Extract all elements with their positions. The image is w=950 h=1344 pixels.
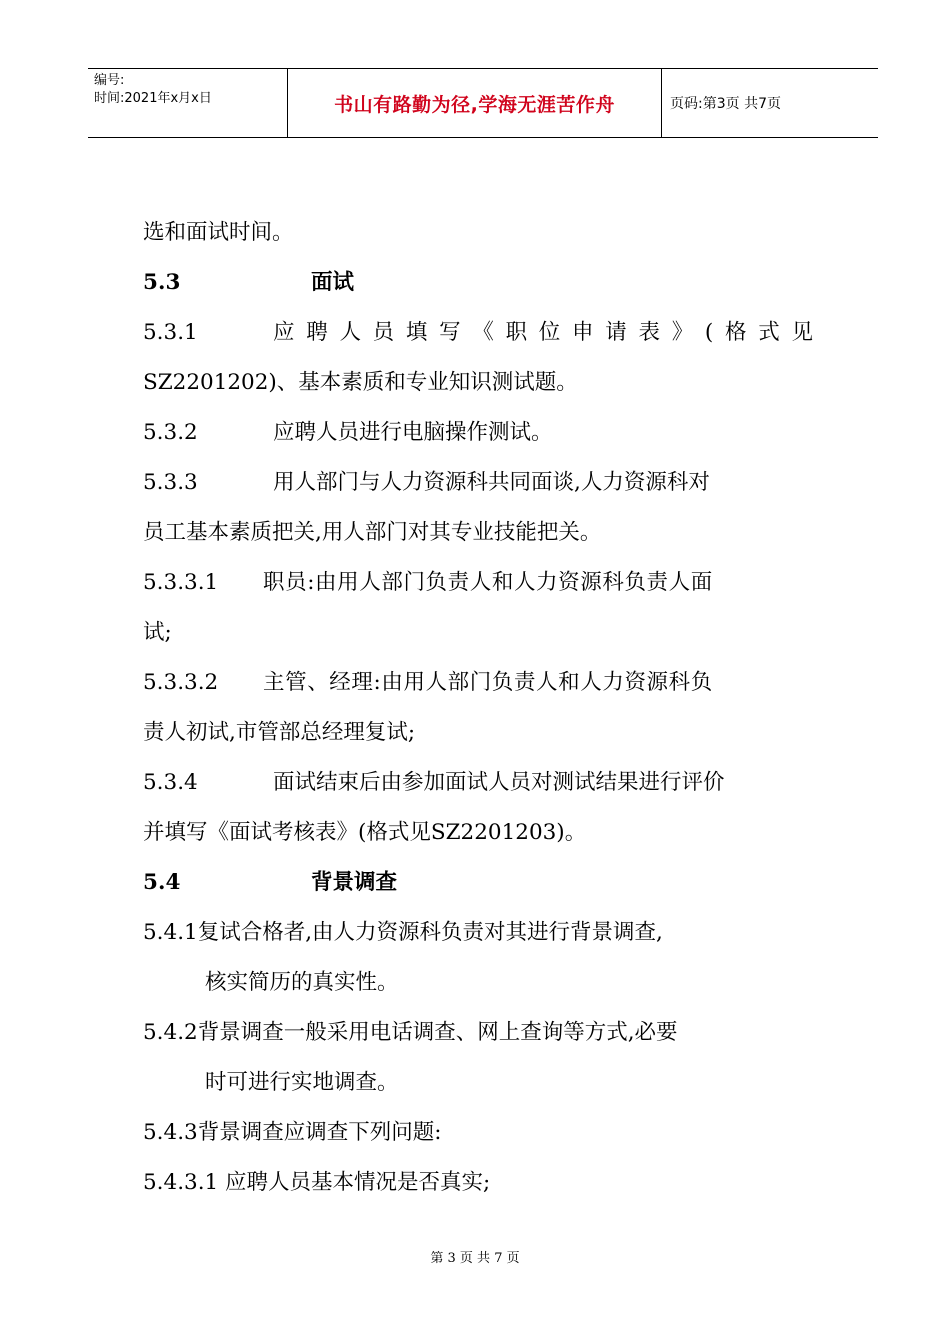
paragraph-line [143,1058,823,1108]
paragraph-line [143,208,823,258]
paragraph-line [143,958,823,1008]
page-header [88,68,878,138]
paragraph-5-4-1 [143,908,823,958]
paragraph-5-3-3-2 [143,658,823,708]
line-text: 5.4.2背景调查一般采用电话调查、网上查询等方式,必要 [143,1020,678,1045]
item-number: 5.3.2 [143,420,198,445]
paragraph-5-3-2 [143,408,823,458]
paragraph-line [143,608,823,658]
paragraph-line [143,508,823,558]
line-text: 面试结束后由参加面试人员对测试结果进行评价 [273,770,725,795]
line-text: 责人初试,市管部总经理复试; [143,720,416,745]
line-text: 试; [143,620,172,645]
line-text: 职员:由用人部门负责人和人力资源科负责人面 [263,570,713,595]
item-number: 5.3.3.2 [143,670,219,695]
header-page-code: 页码:第3页 共7页 [670,96,781,112]
time-label: 时间:2021年x月x日 [94,91,212,106]
page-footer: 第 3 页 共 7 页 [430,1251,520,1266]
section-number: 5.4 [143,870,181,895]
item-number: 5.3.3 [143,470,198,495]
item-number: 5.3.1 [143,320,198,345]
paragraph-5-4-3-1 [143,1158,823,1208]
document-body [143,208,823,1208]
line-text: 应聘人员填写《职位申请表》(格式见 [273,320,819,345]
line-text: 5.4.3背景调查应调查下列问题: [143,1120,442,1145]
paragraph-line [143,808,823,858]
line-text: 用人部门与人力资源科共同面谈,人力资源科对 [273,470,710,495]
section-title: 背景调查 [311,870,398,895]
line-text: 应聘人员进行电脑操作测试。 [273,420,553,445]
paragraph-5-4-3 [143,1108,823,1158]
paragraph-5-4-2 [143,1008,823,1058]
line-text: SZ2201202)、基本素质和专业知识测试题。 [143,370,578,395]
header-motto: 书山有路勤为径,学海无涯苦作舟 [288,69,662,137]
line-text: 选和面试时间。 [143,220,294,245]
paragraph-5-3-3 [143,458,823,508]
paragraph-5-3-4 [143,758,823,808]
line-text: 员工基本素质把关,用人部门对其专业技能把关。 [143,520,602,545]
line-text: 主管、经理:由用人部门负责人和人力资源科负 [263,670,713,695]
section-heading-5-4 [143,858,823,908]
paragraph-5-3-3-1 [143,558,823,608]
section-title: 面试 [311,270,355,295]
line-text: 核实简历的真实性。 [205,970,399,995]
paragraph-5-3-1 [143,308,823,358]
line-text: 时可进行实地调查。 [205,1070,399,1095]
paragraph-line [143,358,823,408]
line-text: 5.4.3.1 应聘人员基本情况是否真实; [143,1170,491,1195]
line-text: 5.4.1复试合格者,由人力资源科负责对其进行背景调查, [143,920,663,945]
header-meta [88,69,288,137]
section-heading-5-3 [143,258,823,308]
section-number: 5.3 [143,270,181,295]
line-text: 并填写《面试考核表》(格式见SZ2201203)。 [143,820,587,845]
serial-label: 编号: [94,73,125,88]
item-number: 5.3.3.1 [143,570,219,595]
item-number: 5.3.4 [143,770,198,795]
paragraph-line [143,708,823,758]
